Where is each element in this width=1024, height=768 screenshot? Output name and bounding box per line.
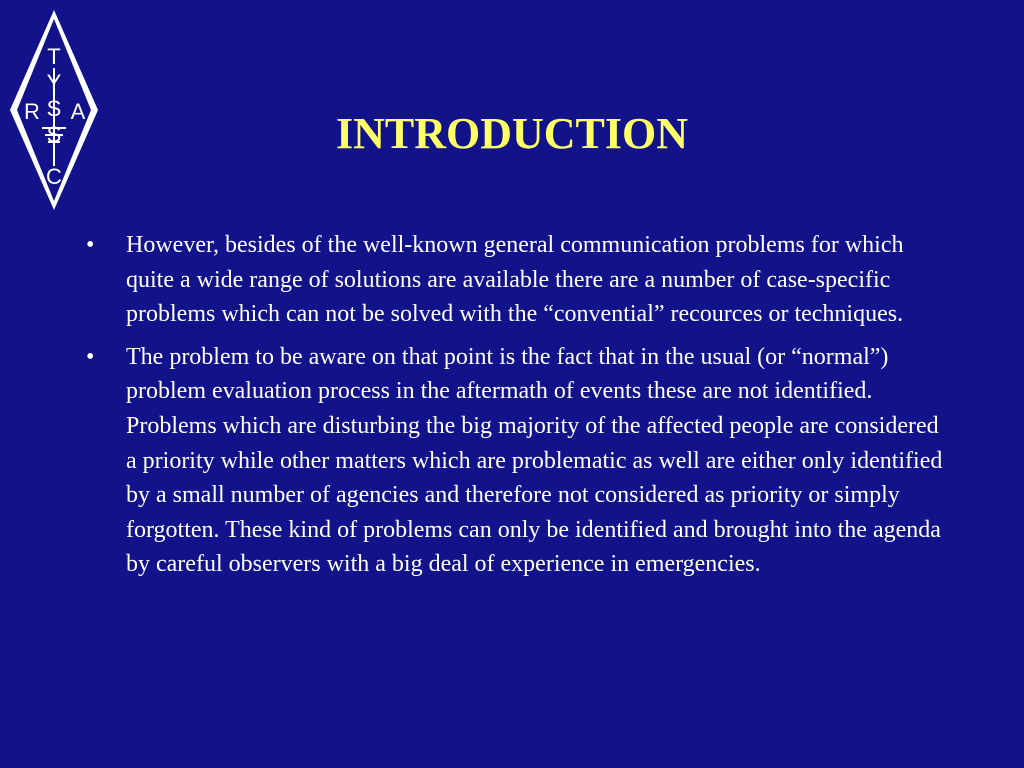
- logo-letter-s-1: S: [46, 96, 62, 121]
- logo-letter-y: Y: [46, 70, 62, 95]
- bullet-list: [86, 228, 946, 590]
- logo-letter-a: A: [70, 99, 86, 124]
- bullet-marker: •: [86, 232, 95, 258]
- slide-title: INTRODUCTION: [335, 109, 689, 158]
- bullet-marker: •: [86, 343, 95, 370]
- logo-letter-s-2: S: [46, 122, 62, 147]
- logo-letter-t: T: [47, 44, 61, 69]
- bullet-item: [86, 340, 946, 582]
- logo-letter-c: C: [46, 164, 62, 189]
- bullet-text: The problem to be aware on that point is the fact that in the usual (or “normal”) problem evaluation process in the aftermath of events these are not identified. Problems which are disturbing the big majority of the affected people are considered a priority while other matters which are problematic as well are either only identified by a small number of agencies and therefore not considered as priority or simply forgotten. These kind of problems can only be identified and brought into the agenda by careful observers with a big deal of experience in emergencies.: [126, 343, 943, 578]
- logo-letter-r: R: [24, 99, 40, 124]
- bullet-text: However, besides of the well-known general communication problems for which quite a wide range of solutions are available there are a number of case-specific problems which can not be solved with the “convential” recources or techniques.: [126, 232, 904, 328]
- bullet-item: [86, 228, 946, 332]
